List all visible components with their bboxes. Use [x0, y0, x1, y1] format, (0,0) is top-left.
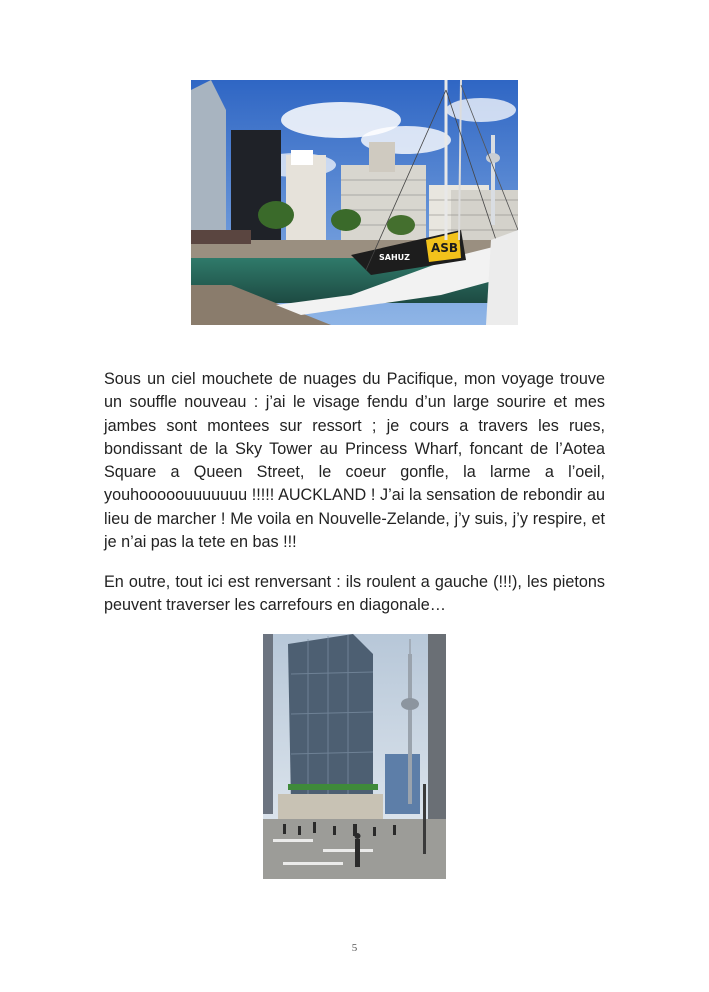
building [278, 794, 383, 819]
cloud [446, 98, 516, 122]
yacht-hull-text: ASB [431, 241, 459, 255]
sky-tower-pod [401, 698, 419, 710]
sky-tower [491, 135, 495, 225]
storefront [191, 230, 251, 244]
paragraph-traffic: En outre, tout ici est renversant : ils roulent a gauche (!!!), les pietons peuvent traverser les carrefours en diagonale… [104, 573, 605, 615]
building [291, 150, 313, 165]
building [341, 165, 426, 245]
sky-tower [408, 654, 412, 804]
tree [258, 201, 294, 229]
building [191, 80, 226, 245]
page-number: 5 [351, 942, 358, 954]
yacht-brand-text: SAHUZ [379, 253, 410, 262]
paragraph-arrival: Sous un ciel mouchete de nuages du Pacifique, mon voyage trouve un souffle nouveau : j’ai le visage fendu d’un large sourire et mes jambes sont montees sur ressort ; je cours a travers les rues, bondissant de la Sky Tower au Princess Wharf, foncant de l’Aotea Square a Queen Street, le coeur gonfle, la larme a l’oeil, youhooooouuuuuuu !!!!! AUCKLAND ! J’ai la sensation de rebondir au lieu de marcher ! Me voila en Nouvelle-Zelande, j’y suis, j’y respire, et je n’ai pas la tete en bas !!! [104, 370, 605, 552]
building [385, 754, 420, 814]
building [428, 634, 446, 834]
building [263, 634, 273, 814]
building [369, 142, 395, 172]
traffic-pole [423, 784, 426, 854]
tree [387, 215, 415, 235]
harbour-photo-illustration [191, 80, 518, 325]
glass-tower [288, 634, 373, 804]
tree [331, 209, 361, 231]
street-photo-illustration [263, 634, 446, 879]
street-photo [263, 634, 446, 879]
harbour-photo [191, 80, 518, 325]
second-boat [486, 230, 518, 325]
building-band [288, 784, 378, 790]
building [286, 155, 326, 245]
